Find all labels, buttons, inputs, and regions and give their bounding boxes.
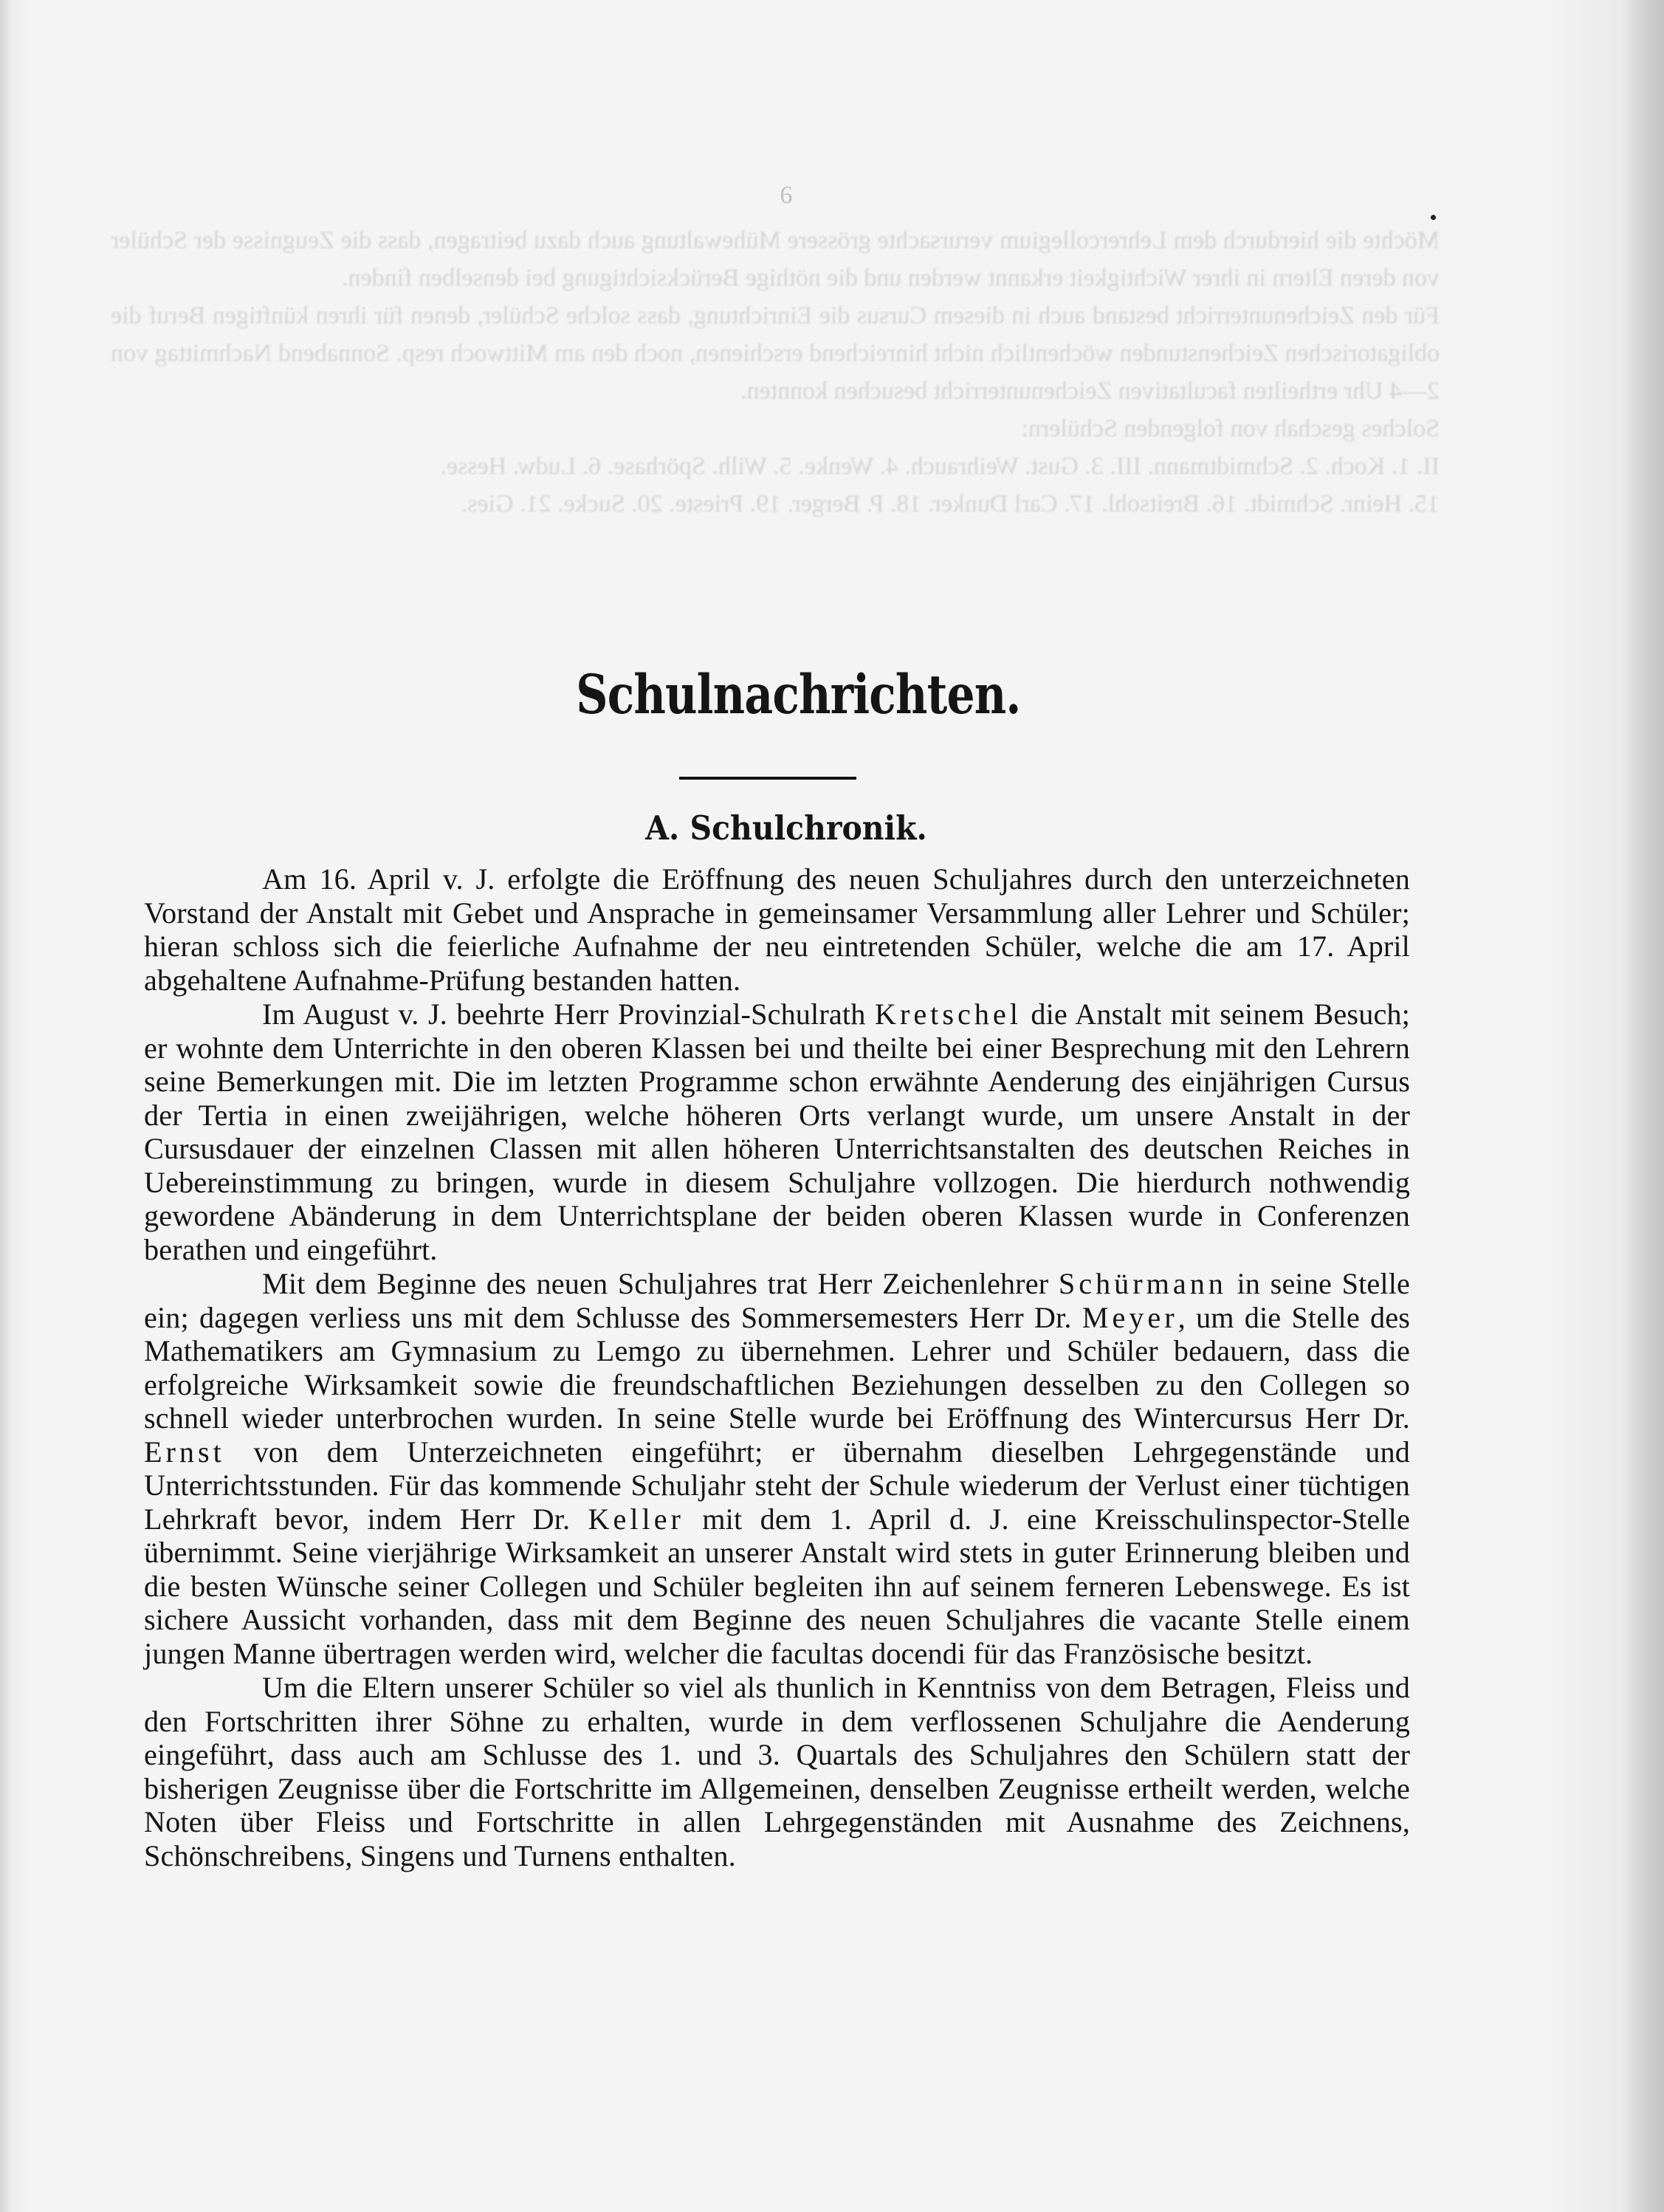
title-divider (679, 777, 856, 780)
scan-left-edge (0, 0, 13, 2212)
paragraph-text: die Anstalt mit seinem Besuch; er wohnte dem Unterrichte in den oberen Klassen bei und theilte bei einer Besprechung mit den Lehrern seine Bemerkungen mit. Die im letzten Programme schon erwähnte Aenderung des einjährigen Cursus der Tertia in einen zweijährigen, welche höheren Orts verlangt wurde, um unsere Anstalt in der Cursusdauer der einzelnen Classen mit allen höheren Unterrichtsanstalten des deutschen Reiches in Uebereinstimmung zu bringen, wurde in diesem Schuljahre vollzogen. Die hierdurch nothwendig gewordene Abänderung in dem Unterrichtsplane der beiden oberen Klassen wurde in Conferenzen berathen und eingeführt. (144, 997, 1410, 1266)
person-name: Kretschel (874, 997, 1022, 1031)
paragraph-text: Mit dem Beginne des neuen Schuljahres trat Herr Zeichenlehrer (262, 1267, 1059, 1300)
chronicle-body (144, 862, 1410, 1873)
person-name: Schürmann (1058, 1267, 1227, 1300)
document-title: Schulnachrichten. (576, 663, 1021, 727)
person-name: Keller (588, 1502, 684, 1536)
reverse-side-bleed-through: Möchte die hierdurch dem Lehrercollegium verursachte grössere Mühewaltung auch dazu beitragen, dass die Zeugnisse der Schüler von deren Eltern in ihrer Wichtigkeit erkannt werden und die nöthige Berücksichtigung bei denselben finden. Für den Zeichenunterricht bestand auch in diesem Cursus die Einrichtung, dass solche Schüler, denen für ihren künftigen Beruf die obligatorischen Zeichenstunden wöchentlich nicht hinreichend erschienen, noch den am Mittwoch resp. Sonnabend Nachmittag von 2—4 Uhr ertheilten facultativen Zeichenunterricht besuchen konnten. Solches geschah von folgenden Schülern: II. 1. Koch. 2. Schmidtmann. III. 3. Gust. Weihrauch. 4. Wenke. 5. Wilh. Spörhase. 6. Ludw. Hesse. 15. Heinr. Schmidt. 16. Breitsohl. 17. Carl Dunker. 18. P. Berger. 19. Prieste. 20. Sucke. 21. Gies. (111, 227, 1440, 518)
scan-right-edge (1623, 0, 1664, 2212)
paragraph-text: Im August v. J. beehrte Herr Provinzial-Schulrath (262, 997, 875, 1031)
page-number: 9 (780, 181, 793, 208)
paragraph-text: , um die Stelle des Mathematikers am Gymnasium zu Lemgo zu übernehmen. Lehrer und Schüler bedauern, dass die erfolgreiche Wirksamkeit sowie die freundschaftlichen Beziehungen desselben zu den Collegen so schnell wieder unterbrochen wurden. In seine Stelle wurde bei Eröffnung des Wintercursus Herr Dr. (144, 1300, 1411, 1435)
section-heading: A. Schulchronik. (645, 808, 927, 848)
chronicle-paragraph-report-cards: Um die Eltern unserer Schüler so viel als thunlich in Kenntniss von dem Betragen, Fleiss und den Fortschritten ihrer Söhne zu erhalten, wurde in dem verflossenen Schuljahre die Aenderung eingeführt, dass auch am Schlusse des 1. und 3. Quartals des Schuljahres den Schülern statt der bisherigen Zeugnisse über die Fortschritte im Allgemeinen, denselben Zeugnisse ertheilt werden, welche Noten über Fleiss und Fortschritte in allen Lehrgegenständen mit Ausnahme des Zeichnens, Schönschreibens, Singens und Turnens enthalten. (144, 1671, 1410, 1872)
chronicle-paragraph-opening: Am 16. April v. J. erfolgte die Eröffnung des neuen Schuljahres durch den unterzeichneten Vorstand der Anstalt mit Gebet und Ansprache in gemeinsamer Versammlung aller Lehrer und Schüler; hieran schloss sich die feierliche Aufnahme der neu eintretenden Schüler, welche die am 17. April abgehaltene Aufnahme-Prüfung bestanden hatten. (144, 862, 1410, 997)
chronicle-paragraph-school-inspection (144, 997, 1410, 1266)
paragraph-text: von dem Unterzeichneten eingeführt; er übernahm dieselben Lehrgegenstände und Unterrichtsstunden. Für das kommende Schuljahr steht der Schule wiederum der Verlust einer tüchtigen Lehrkraft bevor, indem Herr Dr. (144, 1435, 1410, 1536)
chronicle-paragraph-staff-changes (144, 1267, 1410, 1670)
person-name: Ernst (144, 1435, 225, 1469)
scan-dust-mark (1431, 215, 1436, 220)
paragraph-text: mit dem 1. April d. J. eine Kreisschulinspector-Stelle übernimmt. Seine vierjährige Wirksamkeit an unserer Anstalt wird stets in guter Erinnerung bleiben und die besten Wünsche seiner Collegen und Schüler begleiten ihn auf seinem ferneren Lebenswege. Es ist sichere Aussicht vorhanden, dass mit dem Beginne des neuen Schuljahres die vacante Stelle einem jungen Manne übertragen werden wird, welcher die facultas docendi für das Französische besitzt. (144, 1502, 1410, 1670)
paragraph-text: in seine Stelle ein; dagegen verliess uns mit dem Schlusse des Sommersemesters Herr Dr. (144, 1267, 1410, 1334)
person-name: Meyer (1082, 1300, 1178, 1334)
